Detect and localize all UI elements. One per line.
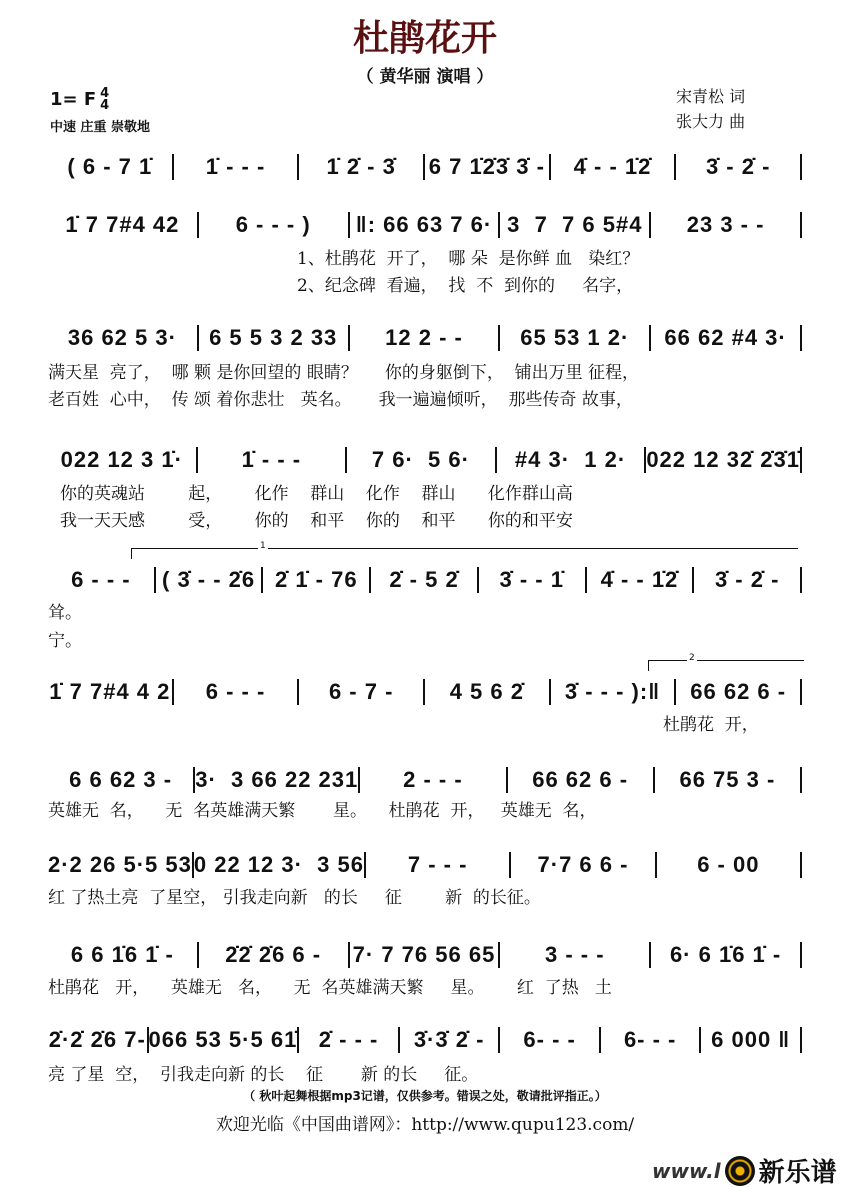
- time-bottom: 4: [100, 98, 110, 113]
- measure: 2̇·2̇ 2̇6 7-: [48, 1027, 146, 1052]
- bar-line: [800, 767, 802, 793]
- lyric-line: 满天星 亮了， 哪 颗 是你回望的 眼睛？ 你的身躯倒下， 铺出万里 征程，: [48, 363, 640, 383]
- measure: 66 62 6 -: [690, 679, 787, 704]
- measure: 3̇ - 2̇ -: [714, 567, 780, 592]
- lyric-line: 1、杜鹃花 开了， 哪 朵 是你鲜 血 染红？: [297, 249, 640, 269]
- tempo-marking: 中速 庄重 崇敬地: [50, 120, 151, 135]
- lyric-line: 杜鹃花 开，: [663, 715, 759, 735]
- lyric-line: 宁。: [48, 631, 82, 651]
- lyric-line: 红 了热土亮 了星空， 引我走向新 的长 征 新 的长征。: [48, 888, 541, 908]
- measure: 36 62 5 3·: [67, 325, 177, 350]
- music-line: [48, 565, 802, 595]
- measure: 3 7 7 6 5#4: [507, 212, 643, 237]
- measure: 2̇ - - -: [318, 1027, 379, 1052]
- singer-credit: （ 黄华丽 演唱 ）: [356, 67, 494, 87]
- lyric-line: 亮 了星 空， 引我走向新 的长 征 新 的长 征。: [48, 1065, 479, 1085]
- second-ending-bracket: [648, 653, 804, 671]
- measure: ( 3̇ - - 2̇6: [162, 567, 256, 592]
- bar-line: [800, 567, 802, 593]
- measure: 6 - - -: [71, 567, 131, 592]
- music-line: [48, 445, 802, 475]
- measure: 6- - -: [623, 1027, 677, 1052]
- measure: ( 6 - 7 1̇: [67, 154, 153, 179]
- bar-line: [800, 212, 802, 238]
- measure: 2̇ 1̇ - 76: [274, 567, 358, 592]
- measure: ‖: 66 63 7 6·: [355, 212, 493, 237]
- measure: 6 7 1̇2̇3̇ 3̇ -: [428, 154, 545, 179]
- bar-line: [800, 1027, 802, 1053]
- measure: 7 6· 5 6·: [371, 447, 470, 472]
- music-line: [48, 210, 802, 240]
- measure: 3 - - -: [545, 942, 605, 967]
- measure: 3̇·3̇ 2̇ -: [413, 1027, 485, 1052]
- measure: 7 - - -: [407, 852, 468, 877]
- lyric-line: 你的英魂站 起， 化作 群山 化作 群山 化作群山高: [60, 484, 573, 504]
- lyric-line: 英雄无 名， 无 名英雄满天繁 星。 杜鹃花 开， 英雄无 名，: [48, 801, 597, 821]
- measure: 3· 3 66 22 231: [195, 767, 359, 792]
- lyric-line: 杜鹃花 开， 英雄无 名， 无 名英雄满天繁 星。 红 了热 土: [48, 978, 612, 998]
- measure: 6 - - - ): [235, 212, 311, 237]
- measure: 6 000 ‖: [711, 1027, 791, 1052]
- measure: 6- - -: [523, 1027, 576, 1052]
- measure: 1̇ - - -: [205, 154, 266, 179]
- lyric-line: 老百姓 心中， 传 颂 着你悲壮 英名。 我一遍遍倾听， 那些传奇 故事，: [48, 390, 633, 410]
- measure: 4̇ - - 1̇2̇: [600, 567, 679, 592]
- measure: 1̇ 2̇ - 3̇: [326, 154, 396, 179]
- measure: 6 - - -: [205, 679, 266, 704]
- music-line: [48, 1025, 802, 1055]
- measure: 2 - - -: [403, 767, 463, 792]
- measure: 3̇ - - 1̇: [499, 567, 564, 592]
- song-title: 杜鹃花开: [352, 17, 497, 59]
- watermark-brand: 新乐谱: [758, 1158, 837, 1188]
- lyric-line: 我一天天感 受， 你的 和平 你的 和平 你的和平安: [60, 511, 573, 531]
- measure: 6 6 1̇6 1̇ -: [70, 942, 174, 967]
- first-ending-bracket: [131, 541, 798, 559]
- measure: 12 2 - -: [385, 325, 463, 350]
- measure: 2̇2̇ 2̇6 6 -: [225, 942, 322, 967]
- measure: 66 62 6 -: [532, 767, 629, 792]
- key-label: 1= F: [50, 89, 97, 110]
- measure: 0 22 12 3· 3 56: [193, 852, 364, 877]
- measure: 6 5 5 3 2 33: [209, 325, 338, 350]
- music-line: [48, 323, 802, 353]
- measure: 2̇ - 5 2̇: [389, 567, 459, 592]
- measure: #4 3· 1 2·: [514, 447, 627, 472]
- bar-line: [800, 447, 802, 473]
- key-signature: [50, 88, 109, 112]
- measure: 65 53 1 2·: [520, 325, 630, 350]
- time-top: 4: [100, 86, 110, 101]
- website-link[interactable]: 欢迎光临《中国曲谱网》：http://www.qupu123.com/: [215, 1115, 635, 1135]
- measure: 066 53 5·5 61̇: [148, 1027, 298, 1052]
- lyric-line: 2、纪念碑 看遍， 找 不 到你的 名字，: [297, 276, 634, 296]
- volta-label: 2: [689, 653, 695, 663]
- disc-icon: [725, 1156, 755, 1186]
- measure: 6 - 00: [697, 852, 760, 877]
- bar-line: [800, 942, 802, 968]
- composer: 张大力 曲: [676, 112, 746, 131]
- credits: [676, 84, 745, 134]
- music-line: [48, 677, 802, 707]
- measure: 7·7 6 6 -: [537, 852, 629, 877]
- measure: 3̇ - 2̇ -: [705, 154, 771, 179]
- bar-line: [800, 679, 802, 705]
- measure: 022 12 3 1̇·: [60, 447, 183, 472]
- music-line: [48, 152, 802, 182]
- measure: 022 12 32̇ 2̇3̇1̇: [646, 447, 801, 472]
- measure: 4 5 6 2̇: [449, 679, 524, 704]
- measure: 4̇ - - 1̇2̇: [573, 154, 652, 179]
- measure: 1̇ 7 7#4 42: [65, 212, 180, 237]
- measure: 2·2 26 5·5 53: [48, 852, 192, 877]
- music-line: [48, 765, 802, 795]
- measure: 6 6 62 3 -: [69, 767, 173, 792]
- volta-label: 1: [260, 541, 266, 551]
- measure: 23 3 - -: [686, 212, 765, 237]
- music-line: [48, 940, 802, 970]
- measure: 3̇ - - - ):‖: [564, 679, 661, 704]
- measure: 6· 6 1̇6 1̇ -: [669, 942, 782, 967]
- watermark-prefix: www.l: [652, 1158, 721, 1183]
- measure: 6 - 7 -: [328, 679, 394, 704]
- measure: 1̇ 7 7#4 4 2: [49, 679, 171, 704]
- bar-line: [800, 325, 802, 351]
- lyricist: 宋青松 词: [676, 87, 746, 106]
- measure: 66 62 #4 3·: [664, 325, 787, 350]
- music-line: [48, 850, 802, 880]
- measure: 66 75 3 -: [679, 767, 776, 792]
- measure: 1̇ - - -: [241, 447, 302, 472]
- time-signature: [100, 88, 109, 112]
- watermark-logo: [652, 1152, 837, 1189]
- lyric-line: 耸。: [48, 603, 82, 623]
- footnote: （ 秋叶起舞根据mp3记谱，仅供参考。错误之处，敬请批评指正。）: [243, 1089, 607, 1103]
- bar-line: [800, 852, 802, 878]
- measure: 7· 7 76 56 65: [352, 942, 496, 967]
- bar-line: [800, 154, 802, 180]
